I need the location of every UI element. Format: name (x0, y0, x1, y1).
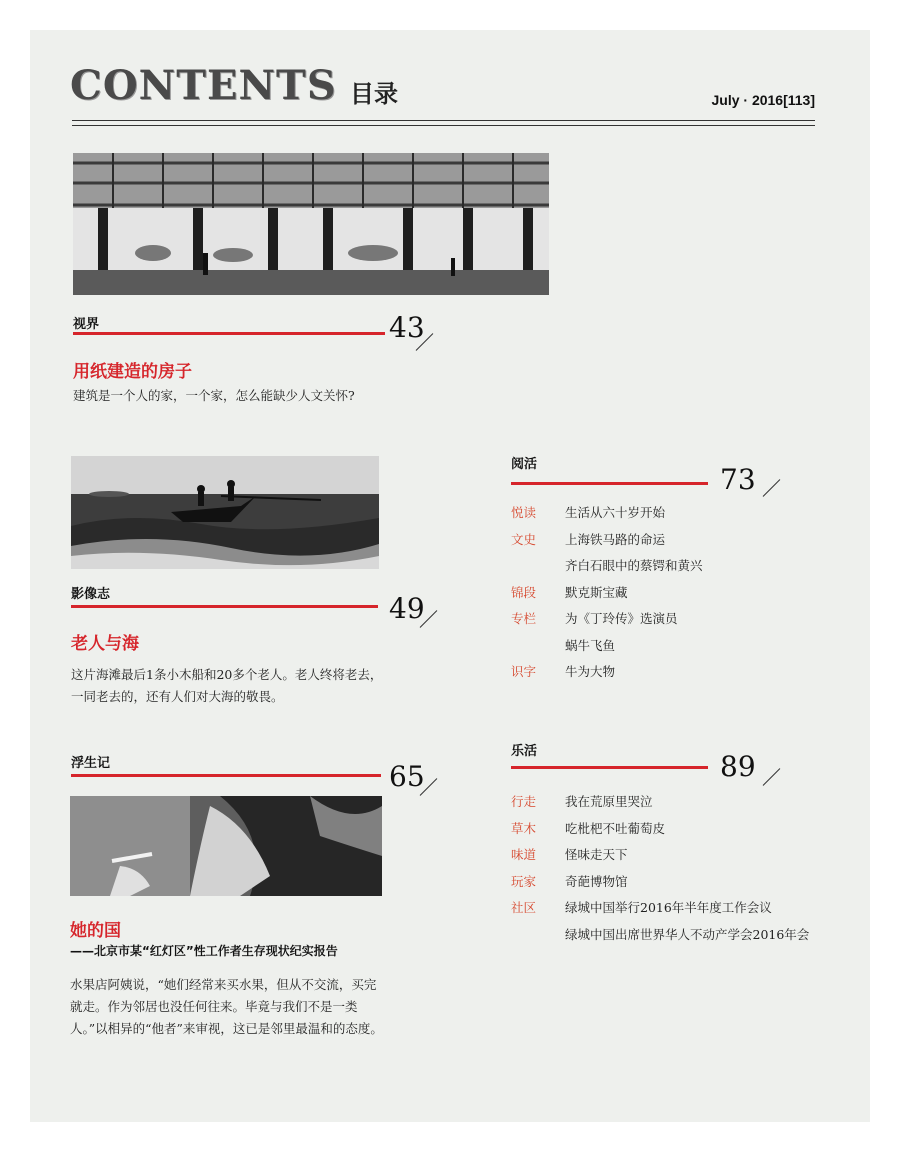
issue-date: July · 2016[113] (711, 92, 815, 108)
toc-category: 玩家 (511, 873, 537, 889)
page-number-65[interactable]: 65 (389, 760, 425, 793)
toc-item[interactable] (511, 530, 811, 557)
article-subheadline: ——北京市某“红灯区”性工作者生存现状纪实报告 (70, 944, 338, 958)
toc-title[interactable]: 奇葩博物馆 (565, 873, 628, 889)
toc-list-yuehuo (511, 503, 811, 689)
toc-category: 识字 (511, 664, 537, 679)
toc-title[interactable]: 牛为大物 (565, 664, 616, 679)
toc-title[interactable]: 为《丁玲传》选演员 (565, 611, 678, 626)
toc-category: 行走 (511, 794, 537, 809)
masthead-title-en: CONTENTS (70, 62, 337, 109)
page-number-43[interactable]: 43 (389, 311, 425, 344)
toc-item[interactable] (511, 609, 811, 636)
toc-item[interactable] (511, 898, 821, 925)
article-summary: 水果店阿姨说，“她们经常来买水果，但从不交流，买完就走。作为邻居也没任何往来。毕竟与我们不是一类人。”以相异的“他者”来审视，这已是邻里最温和的态度。 (70, 977, 383, 1036)
toc-title[interactable]: 绿城中国举行2016年半年度工作会议 (565, 900, 772, 915)
toc-item[interactable] (511, 503, 811, 530)
toc-list-lehuo (511, 792, 821, 951)
article-headline[interactable]: 老人与海 (71, 634, 139, 654)
page-number-73[interactable]: 73 (720, 463, 756, 496)
toc-item[interactable] (511, 872, 821, 899)
section-rule (511, 766, 708, 769)
section-label-fushengji: 浮生记 (71, 756, 111, 771)
toc-title[interactable]: 默克斯宝藏 (565, 584, 628, 600)
toc-category: 专栏 (511, 611, 537, 626)
article-summary: 这片海滩最后1条小木船和20多个老人。老人终将老去，一同老去的，还有人们对大海的敬畏。 (71, 667, 383, 704)
toc-title[interactable]: 我在荒原里哭泣 (565, 794, 653, 809)
masthead-title-cn: 目录 (350, 80, 398, 108)
toc-item[interactable] (511, 792, 821, 819)
section-rule (511, 482, 708, 485)
article-summary: 建筑是一个人的家，一个家，怎么能缺少人文关怀? (73, 388, 355, 403)
toc-title[interactable]: 上海铁马路的命运 (565, 531, 666, 547)
toc-category: 文史 (511, 531, 537, 547)
toc-item[interactable] (511, 583, 811, 610)
toc-title[interactable]: 蜗牛飞鱼 (565, 637, 616, 653)
article-headline[interactable]: 她的国 (70, 921, 121, 941)
toc-item[interactable] (511, 556, 811, 583)
smoking-woman-photo[interactable] (70, 796, 382, 896)
toc-title[interactable]: 生活从六十岁开始 (565, 505, 666, 520)
toc-item[interactable] (511, 636, 811, 663)
toc-category: 锦段 (511, 584, 537, 600)
section-label-lehuo: 乐活 (511, 744, 538, 759)
article-headline[interactable]: 用纸建造的房子 (73, 362, 192, 382)
toc-title[interactable]: 绿城中国出席世界华人不动产学会2016年会 (565, 926, 810, 942)
section-rule (73, 332, 385, 335)
page-number-89[interactable]: 89 (720, 750, 756, 783)
section-label-shijie: 视界 (73, 317, 100, 332)
masthead-rule (72, 120, 815, 121)
toc-category: 草木 (511, 820, 537, 836)
toc-title[interactable]: 吃枇杷不吐葡萄皮 (565, 820, 666, 836)
sea-boat-photo[interactable] (71, 456, 379, 569)
toc-title[interactable]: 怪味走天下 (565, 847, 628, 862)
section-rule (71, 605, 378, 608)
toc-category: 悦读 (511, 505, 537, 520)
section-label-yingxiangzhi: 影像志 (71, 587, 111, 602)
section-rule (71, 774, 381, 777)
toc-category: 味道 (511, 847, 537, 862)
toc-category: 社区 (511, 900, 537, 915)
toc-item[interactable] (511, 662, 811, 689)
toc-item[interactable] (511, 819, 821, 846)
architecture-photo[interactable] (73, 153, 549, 295)
section-label-yuehuo: 阅活 (511, 457, 538, 472)
masthead-rule (72, 125, 815, 126)
toc-title[interactable]: 齐白石眼中的蔡锷和黄兴 (565, 558, 703, 573)
page-number-49[interactable]: 49 (389, 592, 425, 625)
toc-item[interactable] (511, 925, 821, 952)
toc-item[interactable] (511, 845, 821, 872)
